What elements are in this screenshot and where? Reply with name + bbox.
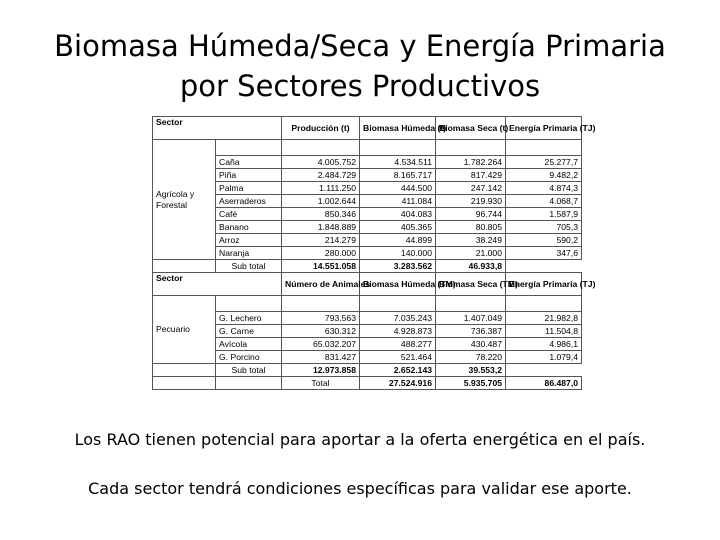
pec-subtotal-value: 39.553,2 (436, 364, 506, 377)
agri-table-row (153, 247, 582, 260)
pec-row-value: 11.504,8 (506, 325, 582, 338)
agri-row-value: 1.002.644 (282, 195, 360, 208)
pec-row-name: Avícola (216, 338, 282, 351)
agri-row-value: 411.084 (360, 195, 436, 208)
pec-row-value: 521.464 (360, 351, 436, 364)
grand-total-blank-cell (153, 377, 216, 390)
agri-row-value: 347,6 (506, 247, 582, 260)
agri-row-value: 4.534.511 (360, 156, 436, 169)
agri-row-name: Piña (216, 169, 282, 182)
pec-row-value: 4.986,1 (506, 338, 582, 351)
agri-row-name: Aserraderos (216, 195, 282, 208)
agri-header-wet-biomass: Biomasa Húmeda (t) (360, 117, 436, 140)
agri-group-label: Agrícola y Forestal (153, 140, 216, 260)
agri-header-sector: Sector (153, 117, 282, 140)
pec-subtotal-blank-cell (153, 364, 216, 377)
pec-subtotal-row (153, 364, 582, 377)
agri-row-name: Arroz (216, 234, 282, 247)
agri-row-value: 4.068,7 (506, 195, 582, 208)
agri-subtotal-blank-cell (153, 260, 216, 273)
pec-row-value: 21.982,8 (506, 312, 582, 325)
agri-row-value: 44.899 (360, 234, 436, 247)
agri-row-name: Café (216, 208, 282, 221)
pec-row-name: G. Carne (216, 325, 282, 338)
grand-total-value: 86.487,0 (506, 377, 582, 390)
agri-header-row (153, 117, 582, 140)
agri-row-value: 590,2 (506, 234, 582, 247)
pec-row-value: 7.035.243 (360, 312, 436, 325)
pec-subtotal-value: 12.973.858 (282, 364, 360, 377)
pec-row-name: G. Lechero (216, 312, 282, 325)
paragraph-potential: Los RAO tienen potencial para aportar a la oferta energética en el país. (74, 430, 646, 449)
pec-row-value: 793.563 (282, 312, 360, 325)
pec-row-value: 430.487 (436, 338, 506, 351)
agri-table-row (153, 156, 582, 169)
agri-subtotal-label: Sub total (216, 260, 282, 273)
pec-table-row (153, 351, 582, 364)
agri-row-value: 280.000 (282, 247, 360, 260)
pec-table-row (153, 312, 582, 325)
agri-subtotal-value: 46.933,8 (436, 260, 506, 273)
agri-row-value: 80.805 (436, 221, 506, 234)
pec-subtotal-value: 2.652.143 (360, 364, 436, 377)
pec-row-value: 831.427 (282, 351, 360, 364)
agri-table-row (153, 234, 582, 247)
agri-row-value: 4.005.752 (282, 156, 360, 169)
pec-row-value: 736.387 (436, 325, 506, 338)
agri-row-value: 140.000 (360, 247, 436, 260)
slide-title (0, 26, 720, 106)
agri-row-value: 8.165.717 (360, 169, 436, 182)
agri-row-value: 219.930 (436, 195, 506, 208)
pec-row-value: 78.220 (436, 351, 506, 364)
agri-table-row (153, 169, 582, 182)
biomass-table-image (152, 116, 596, 408)
pec-spacer-row (153, 296, 582, 312)
agri-header-dry-biomass: Biomasa Seca (t) (436, 117, 506, 140)
pec-row-value: 1.079,4 (506, 351, 582, 364)
agri-row-value: 25.277,7 (506, 156, 582, 169)
pec-row-value: 1.407.049 (436, 312, 506, 325)
pec-header-primary-energy: Energía Primaria (TJ) (506, 273, 582, 296)
agri-row-value: 1.587,9 (506, 208, 582, 221)
agri-row-name: Caña (216, 156, 282, 169)
biomass-table (152, 116, 596, 390)
agri-header-production: Producción (t) (282, 117, 360, 140)
pec-section (153, 273, 596, 390)
agri-table-row (153, 195, 582, 208)
grand-total-label: Total (282, 377, 360, 390)
agri-row-value: 817.429 (436, 169, 506, 182)
pec-group-label: Pecuario (153, 296, 216, 364)
agri-subtotal-value: 14.551.058 (282, 260, 360, 273)
agri-row-value: 405.365 (360, 221, 436, 234)
agri-row-value: 4.874,3 (506, 182, 582, 195)
slide-title-line-2: por Sectores Productivos (179, 69, 541, 103)
agri-row-value: 1.782.264 (436, 156, 506, 169)
agri-row-value: 247.142 (436, 182, 506, 195)
agri-table-row (153, 221, 582, 234)
agri-row-name: Naranja (216, 247, 282, 260)
pec-subtotal-label: Sub total (216, 364, 282, 377)
pec-row-value: 65.032.207 (282, 338, 360, 351)
grand-total-row (153, 377, 582, 390)
grand-total-value: 5.935.705 (436, 377, 506, 390)
pec-header-sector: Sector (153, 273, 282, 296)
pec-header-wet-biomass: Biomasa Húmeda (TM) (360, 273, 436, 296)
agri-row-value: 1.111.250 (282, 182, 360, 195)
pec-table-row (153, 325, 582, 338)
agri-header-primary-energy: Energía Primaria (TJ) (506, 117, 582, 140)
pec-row-value: 488.277 (360, 338, 436, 351)
agri-section (153, 117, 596, 273)
agri-row-value: 404.083 (360, 208, 436, 221)
paragraph-conditions: Cada sector tendrá condiciones específicas para validar ese aporte. (88, 479, 632, 498)
agri-row-value: 2.484.729 (282, 169, 360, 182)
agri-row-name: Banano (216, 221, 282, 234)
agri-row-value: 38.249 (436, 234, 506, 247)
pec-header-animals: Número de Animales (282, 273, 360, 296)
pec-row-name: G. Porcino (216, 351, 282, 364)
agri-row-value: 705,3 (506, 221, 582, 234)
grand-total-blank-cell (216, 377, 282, 390)
agri-subtotal-row (153, 260, 582, 273)
agri-row-value: 1.848.889 (282, 221, 360, 234)
agri-table-row (153, 182, 582, 195)
agri-row-value: 214.279 (282, 234, 360, 247)
agri-row-value: 444.500 (360, 182, 436, 195)
pec-row-value: 4.928.873 (360, 325, 436, 338)
agri-row-value: 9.482,2 (506, 169, 582, 182)
agri-row-value: 21.000 (436, 247, 506, 260)
pec-table-row (153, 338, 582, 351)
agri-row-value: 96.744 (436, 208, 506, 221)
grand-total-value: 27.524.916 (360, 377, 436, 390)
agri-spacer-row (153, 140, 582, 156)
pec-header-row (153, 273, 582, 296)
agri-row-name: Palma (216, 182, 282, 195)
agri-subtotal-value: 3.283.562 (360, 260, 436, 273)
slide-title-line-1: Biomasa Húmeda/Seca y Energía Primaria (54, 29, 666, 63)
agri-table-row (153, 208, 582, 221)
pec-row-value: 630.312 (282, 325, 360, 338)
pec-header-dry-biomass: Biomasa Seca (TM) (436, 273, 506, 296)
agri-row-value: 850.346 (282, 208, 360, 221)
